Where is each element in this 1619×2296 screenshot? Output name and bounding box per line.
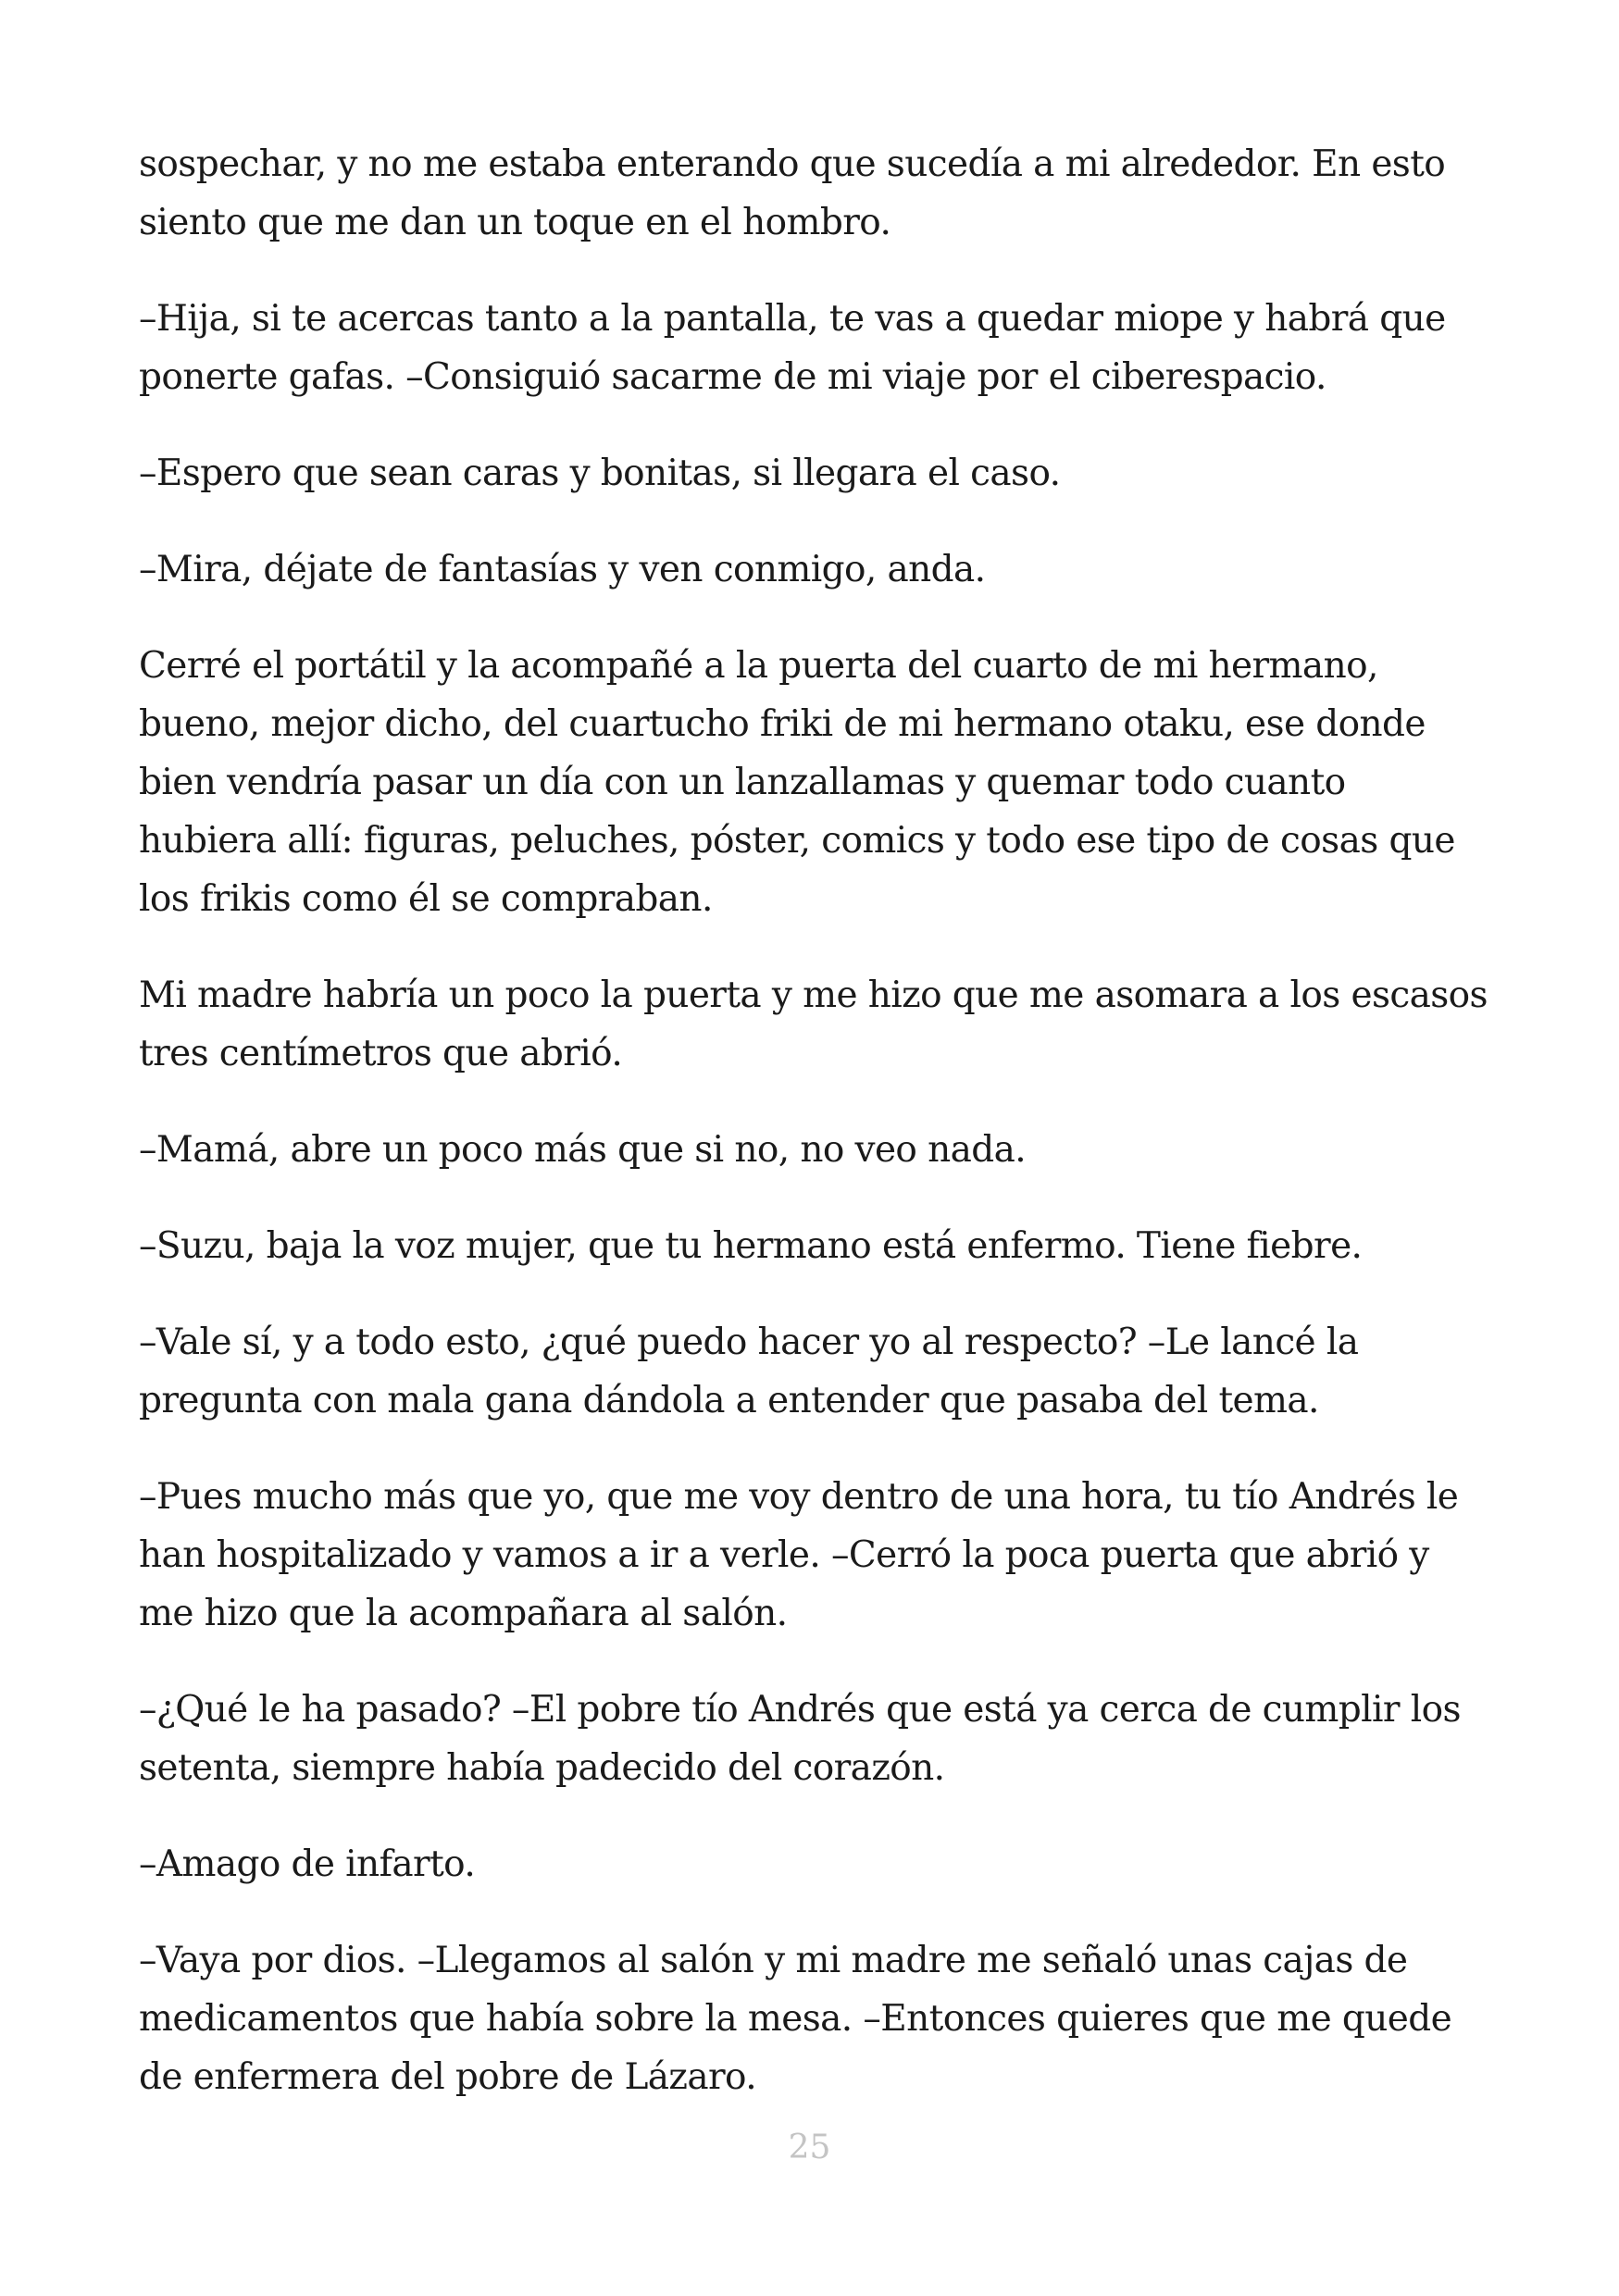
body-text (139, 135, 1490, 2144)
paragraph: –Vale sí, y a todo esto, ¿qué puedo hacer yo al respecto? –Le lancé la pregunta con mala gana dándola a entender que pasaba del tema. (139, 1322, 1359, 1421)
page-number: 25 (788, 2128, 831, 2166)
paragraph: sospechar, y no me estaba enterando que sucedía a mi alrededor. En esto siento que me dan un toque en el hombro. (139, 143, 1446, 243)
paragraph: –¿Qué le ha pasado? –El pobre tío Andrés que está ya cerca de cumplir los setenta, siempre había padecido del corazón. (139, 1689, 1461, 1789)
paragraph: Cerré el portátil y la acompañé a la puerta del cuarto de mi hermano, bueno, mejor dicho, del cuartucho friki de mi hermano otaku, ese donde bien vendría pasar un día con un lanzallamas y quemar todo cuanto hubiera allí: figuras, peluches, póster, comics y todo ese tipo de cosas que los frikis como él se compraban. (139, 645, 1455, 920)
paragraph: –Pues mucho más que yo, que me voy dentro de una hora, tu tío Andrés le han hospitalizado y vamos a ir a verle. –Cerró la poca puerta que abrió y me hizo que la acompañara al salón. (139, 1476, 1459, 1634)
paragraph: Mi madre habría un poco la puerta y me hizo que me asomara a los escasos tres centímetros que abrió. (139, 974, 1488, 1074)
paragraph: –Amago de infarto. (139, 1843, 476, 1885)
paragraph: –Mira, déjate de fantasías y ven conmigo, anda. (139, 549, 986, 590)
paragraph: –Suzu, baja la voz mujer, que tu hermano está enfermo. Tiene fiebre. (139, 1225, 1363, 1267)
paragraph: –Vaya por dios. –Llegamos al salón y mi madre me señaló unas cajas de medicamentos que había sobre la mesa. –Entonces quieres que me quede de enfermera del pobre de Lázaro. (139, 1940, 1452, 2098)
paragraph: –Hija, si te acercas tanto a la pantalla, te vas a quedar miope y habrá que ponerte gafas. –Consiguió sacarme de mi viaje por el ciberespacio. (139, 298, 1446, 398)
paragraph: –Espero que sean caras y bonitas, si llegara el caso. (139, 453, 1061, 494)
paragraph: –Mamá, abre un poco más que si no, no veo nada. (139, 1129, 1027, 1171)
